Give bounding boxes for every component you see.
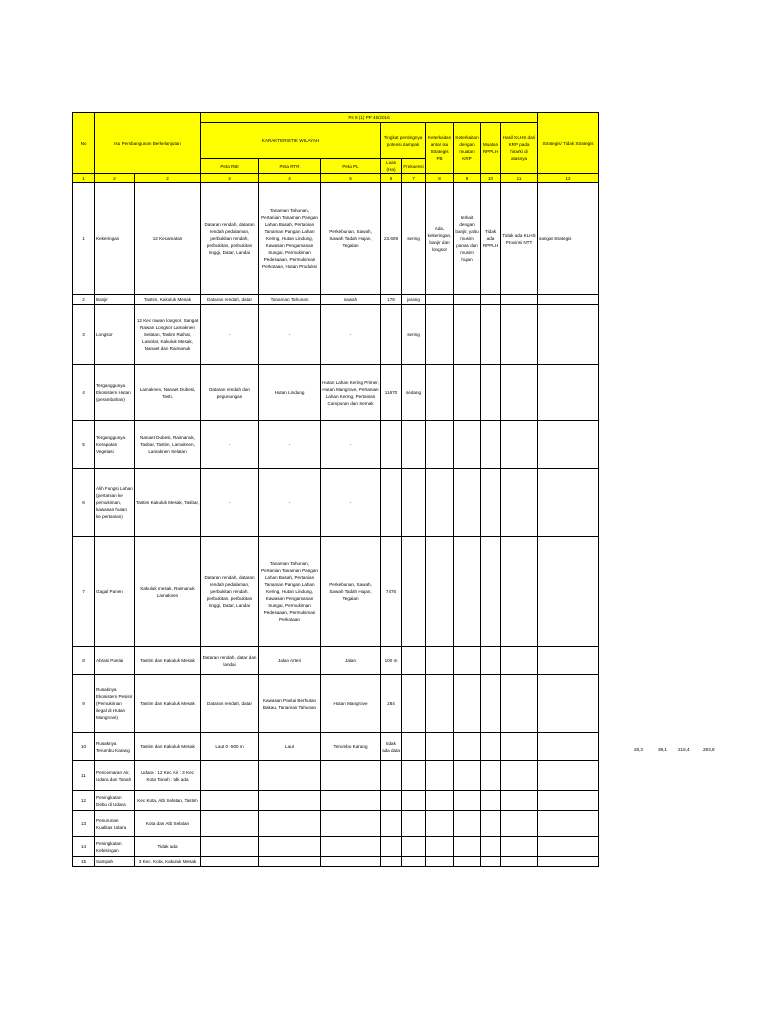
strategis-cell bbox=[538, 761, 599, 791]
luas-cell: 7476 bbox=[381, 537, 402, 647]
hasil-cell bbox=[501, 811, 538, 837]
table-row bbox=[73, 469, 599, 537]
strategis-cell bbox=[538, 733, 599, 761]
luas-cell bbox=[381, 791, 402, 811]
peta-pl-cell: Jalan bbox=[321, 647, 381, 675]
header-tingkat: Tingkat pentingnya potensi dampak bbox=[381, 123, 426, 159]
peta-rbi-cell: Dataran rendah, dataran rendah pedalaman, perbukitan rendah, perbukitan, perbukitan tinggi, Datar, Landai bbox=[201, 183, 259, 295]
isu-cell: Abrasi Pantai bbox=[95, 647, 135, 675]
isu-cell: Longsor bbox=[95, 305, 135, 365]
row-number: 8 bbox=[73, 647, 95, 675]
col-number: 6 bbox=[381, 174, 402, 183]
hasil-cell bbox=[501, 305, 538, 365]
isu-cell: Peningkatan Kebisingan bbox=[95, 837, 135, 857]
header-frekuensi: Frekuensi bbox=[402, 159, 426, 174]
row-number: 11 bbox=[73, 761, 95, 791]
isu-cell: Sampah bbox=[95, 857, 135, 867]
muatan-cell bbox=[481, 305, 501, 365]
muatan-cell bbox=[481, 365, 501, 421]
isu-cell: Rusaknya Ekosistem Pesisir (Pemukiman ilegal di Hutan Mangrove) bbox=[95, 675, 135, 733]
hasil-cell bbox=[501, 791, 538, 811]
muatan-cell bbox=[481, 791, 501, 811]
peta-rtr-cell: Tanaman Tahunan bbox=[259, 295, 321, 305]
luas-cell bbox=[381, 837, 402, 857]
col-number: 4 bbox=[259, 174, 321, 183]
header-no: No bbox=[73, 113, 95, 174]
muatan-cell bbox=[481, 295, 501, 305]
lokasi-cell: Tastim, Kakuluk Mesak bbox=[135, 295, 201, 305]
keterkaitan-krp-cell bbox=[454, 647, 481, 675]
frekuensi-cell bbox=[402, 537, 426, 647]
hasil-cell bbox=[501, 295, 538, 305]
peta-pl-cell bbox=[321, 791, 381, 811]
peta-pl-cell: Terumbu Karang bbox=[321, 733, 381, 761]
frekuensi-cell: sedang bbox=[402, 365, 426, 421]
col-number: 7 bbox=[402, 174, 426, 183]
muatan-cell bbox=[481, 537, 501, 647]
table-row bbox=[73, 857, 599, 867]
col-number: 5 bbox=[321, 174, 381, 183]
peta-rbi-cell: Dataran rendah, datar bbox=[201, 295, 259, 305]
peta-rbi-cell bbox=[201, 811, 259, 837]
row-number: 3 bbox=[73, 305, 95, 365]
keterkaitan-isu-cell bbox=[426, 761, 454, 791]
keterkaitan-isu-cell bbox=[426, 305, 454, 365]
isu-cell: Pencemaran Air, Udara dan Tanah bbox=[95, 761, 135, 791]
keterkaitan-isu-cell bbox=[426, 857, 454, 867]
row-number: 2 bbox=[73, 295, 95, 305]
peta-rtr-cell bbox=[259, 857, 321, 867]
peta-rbi-cell: Dataran rendah, dataran rendah pedalaman, perbukitan rendah, perbukitan, perbukitan tinggi, Datar, Landai bbox=[201, 537, 259, 647]
strategis-cell bbox=[538, 305, 599, 365]
hasil-cell bbox=[501, 837, 538, 857]
muatan-cell bbox=[481, 733, 501, 761]
frekuensi-cell: sering bbox=[402, 183, 426, 295]
strategis-cell bbox=[538, 675, 599, 733]
peta-pl-cell: Hutan Lahan Kering Primer, Hutan Mangrove, Pertanian Lahan Kering, Pertanian Campuran dan Semak bbox=[321, 365, 381, 421]
stray-value: 39,1 bbox=[658, 747, 667, 752]
muatan-cell: Tidak ada RPPLH bbox=[481, 183, 501, 295]
strategis-cell: sangat strategis bbox=[538, 183, 599, 295]
hasil-cell bbox=[501, 365, 538, 421]
row-number: 9 bbox=[73, 675, 95, 733]
frekuensi-cell bbox=[402, 469, 426, 537]
frekuensi-cell bbox=[402, 837, 426, 857]
muatan-cell bbox=[481, 811, 501, 837]
isu-cell: Alih Fungsi Lahan (pertanian ke pemukiman, kawasan hutan ke pertanian) bbox=[95, 469, 135, 537]
peta-pl-cell bbox=[321, 811, 381, 837]
keterkaitan-krp-cell bbox=[454, 857, 481, 867]
muatan-cell bbox=[481, 857, 501, 867]
keterkaitan-isu-cell bbox=[426, 537, 454, 647]
strategis-cell bbox=[538, 469, 599, 537]
frekuensi-cell bbox=[402, 791, 426, 811]
table-row bbox=[73, 733, 599, 761]
lokasi-cell: Tastim dan Kakuluk Mesak bbox=[135, 675, 201, 733]
keterkaitan-isu-cell bbox=[426, 837, 454, 857]
luas-cell bbox=[381, 857, 402, 867]
header-strategis: Strategis/ Tidak Strategis bbox=[538, 113, 599, 174]
peta-rbi-cell: Dataran rendah dan pegunungan bbox=[201, 365, 259, 421]
isu-cell: Peningkatan Debu di Udara bbox=[95, 791, 135, 811]
header-peta-pl: Peta PL bbox=[321, 159, 381, 174]
peta-pl-cell bbox=[321, 837, 381, 857]
table-row bbox=[73, 761, 599, 791]
lokasi-cell: 12 Kec rawan longsor. Sangat Rawan Longsor Lamaknen Selatan, Tastim Raihat, Lasiolat, Kakuluk Mesak, Nanaet dan Raimanuk bbox=[135, 305, 201, 365]
table-row bbox=[73, 837, 599, 857]
keterkaitan-krp-cell bbox=[454, 295, 481, 305]
hasil-cell bbox=[501, 421, 538, 469]
keterkaitan-isu-cell: Ada, kekeringan, banjir dan longsor bbox=[426, 183, 454, 295]
luas-cell: 11670 bbox=[381, 365, 402, 421]
strategis-cell bbox=[538, 837, 599, 857]
peta-rbi-cell: - bbox=[201, 469, 259, 537]
muatan-cell bbox=[481, 675, 501, 733]
muatan-cell bbox=[481, 837, 501, 857]
row-number: 12 bbox=[73, 791, 95, 811]
peta-rtr-cell bbox=[259, 791, 321, 811]
peta-rbi-cell: Dataran rendah, datar bbox=[201, 675, 259, 733]
isu-pembangunan-table bbox=[72, 112, 599, 867]
peta-rbi-cell bbox=[201, 837, 259, 857]
hasil-cell bbox=[501, 469, 538, 537]
header-isu: Isu Pembangunan Berkelanjutan bbox=[95, 113, 201, 174]
table-row bbox=[73, 647, 599, 675]
table-row bbox=[73, 295, 599, 305]
hasil-cell: Tidak ada KLHS Provinsi NTT bbox=[501, 183, 538, 295]
frekuensi-cell: jarang bbox=[402, 295, 426, 305]
peta-pl-cell: Perkebunan, Sawah, Sawah Tadah Hujan, Tegalan bbox=[321, 537, 381, 647]
lokasi-cell: Kakuluk mesak, Raimanuk Lamaknen bbox=[135, 537, 201, 647]
header-karakteristik: KARAKTERISTIK WILAYAH bbox=[201, 123, 381, 159]
peta-pl-cell: Hutan Mangrove bbox=[321, 675, 381, 733]
isu-cell: Terganggunya Ekosistem Hutan (perambahan) bbox=[95, 365, 135, 421]
keterkaitan-isu-cell bbox=[426, 647, 454, 675]
peta-rbi-cell: Laut 0 -500 m bbox=[201, 733, 259, 761]
lokasi-cell: Nanaet Dubesi, Raimanuk, Tasbar, Tastim, Lamaknen, Lamaknen Selatan bbox=[135, 421, 201, 469]
header-luas: Luas (Ha) bbox=[381, 159, 402, 174]
isu-cell: Rusaknya Terumbu Karang bbox=[95, 733, 135, 761]
peta-rtr-cell: Tanaman Tahunan, Pertanian Tanaman Pangan Lahan Basah, Pertanian Tanaman Pangan Lahan Kering, Hutan Lindung, Kawasan Pengamanan Sungai, Permukiman Pedesaaan, Permukiman Perkotaan, Hutan Produksi bbox=[259, 183, 321, 295]
isu-cell: Penurunan Kualitas Udara bbox=[95, 811, 135, 837]
col-number: 2 bbox=[95, 174, 135, 183]
stray-value: 283,8 bbox=[703, 747, 715, 752]
col-number: 1 bbox=[73, 174, 95, 183]
lokasi-cell: Lamaknen, Nanaet Dubesi, Tasti, bbox=[135, 365, 201, 421]
lokasi-cell: Tastim dan Kakuluk Mesak bbox=[135, 647, 201, 675]
peta-rtr-cell bbox=[259, 761, 321, 791]
row-number: 4 bbox=[73, 365, 95, 421]
muatan-cell bbox=[481, 647, 501, 675]
keterkaitan-krp-cell bbox=[454, 837, 481, 857]
stray-value: 28,3 bbox=[634, 747, 643, 752]
peta-rtr-cell bbox=[259, 811, 321, 837]
lokasi-cell: Tastim Kakuluk Mesak, Tasbar, bbox=[135, 469, 201, 537]
peta-rbi-cell bbox=[201, 791, 259, 811]
luas-cell: 23.609 bbox=[381, 183, 402, 295]
row-number: 15 bbox=[73, 857, 95, 867]
strategis-cell bbox=[538, 811, 599, 837]
peta-rtr-cell: Kawasan Pantai Berhutan Bakau, Tanaman Tahunan bbox=[259, 675, 321, 733]
frekuensi-cell: sering bbox=[402, 305, 426, 365]
isu-cell: Gagal Panen bbox=[95, 537, 135, 647]
peta-pl-cell: - bbox=[321, 469, 381, 537]
keterkaitan-krp-cell bbox=[454, 421, 481, 469]
peta-rbi-cell: - bbox=[201, 421, 259, 469]
header-keterkaitan-krp: Keterkaitan dengan muatan KRP bbox=[454, 123, 481, 174]
peta-rbi-cell: Dataran rendah, datar dan landai bbox=[201, 647, 259, 675]
strategis-cell bbox=[538, 421, 599, 469]
luas-cell bbox=[381, 421, 402, 469]
row-number: 5 bbox=[73, 421, 95, 469]
peta-rtr-cell: - bbox=[259, 421, 321, 469]
strategis-cell bbox=[538, 791, 599, 811]
strategis-cell bbox=[538, 295, 599, 305]
peta-pl-cell: - bbox=[321, 305, 381, 365]
keterkaitan-isu-cell bbox=[426, 295, 454, 305]
frekuensi-cell bbox=[402, 733, 426, 761]
header-keterkaitan-isu: Keterkaitan antar isu Strategis PB bbox=[426, 123, 454, 174]
col-number: 8 bbox=[426, 174, 454, 183]
peta-rtr-cell: Jalan Arteri bbox=[259, 647, 321, 675]
col-number: 10 bbox=[481, 174, 501, 183]
muatan-cell bbox=[481, 469, 501, 537]
lokasi-cell: 3 Kec. Kota, Kakuluk Mesak bbox=[135, 857, 201, 867]
hasil-cell bbox=[501, 857, 538, 867]
hasil-cell bbox=[501, 647, 538, 675]
keterkaitan-isu-cell bbox=[426, 469, 454, 537]
table-row bbox=[73, 365, 599, 421]
table-row bbox=[73, 183, 599, 295]
luas-cell: 179 bbox=[381, 295, 402, 305]
muatan-cell bbox=[481, 421, 501, 469]
luas-cell bbox=[381, 305, 402, 365]
keterkaitan-krp-cell: terkait dengan banjir, yaitu musim panas dan musim hujan bbox=[454, 183, 481, 295]
peta-rtr-cell: Tanaman Tahunan, Pertanian Tanaman Pangan Lahan Basah, Pertanian Tanaman Pangan Lahan Kering, Hutan Lindung, Kawasan Pengamanan Sungai, Permukiman Pedesaaan, Permukiman Perkotaan bbox=[259, 537, 321, 647]
peta-pl-cell: - bbox=[321, 421, 381, 469]
isu-cell: Kekeringan bbox=[95, 183, 135, 295]
peta-rtr-cell: Laut bbox=[259, 733, 321, 761]
keterkaitan-krp-cell bbox=[454, 537, 481, 647]
table-row bbox=[73, 675, 599, 733]
luas-cell bbox=[381, 469, 402, 537]
frekuensi-cell bbox=[402, 675, 426, 733]
row-number: 13 bbox=[73, 811, 95, 837]
lokasi-cell: Tastim dan Kakuluk Mesak bbox=[135, 733, 201, 761]
peta-rbi-cell bbox=[201, 857, 259, 867]
lokasi-cell: Udara : 12 Kec Air : 3 Kec Kota Tanah : tdk ada bbox=[135, 761, 201, 791]
luas-cell bbox=[381, 761, 402, 791]
table-row bbox=[73, 305, 599, 365]
hasil-cell bbox=[501, 675, 538, 733]
keterkaitan-isu-cell bbox=[426, 733, 454, 761]
keterkaitan-krp-cell bbox=[454, 305, 481, 365]
peta-pl-cell bbox=[321, 857, 381, 867]
col-number: 2 bbox=[135, 174, 201, 183]
peta-rtr-cell: - bbox=[259, 305, 321, 365]
table-row bbox=[73, 537, 599, 647]
keterkaitan-isu-cell bbox=[426, 811, 454, 837]
keterkaitan-krp-cell bbox=[454, 733, 481, 761]
strategis-cell bbox=[538, 365, 599, 421]
keterkaitan-isu-cell bbox=[426, 675, 454, 733]
stray-value: 216,4 bbox=[678, 747, 690, 752]
lokasi-cell: Kec Kota, Atb Selatan, Tastim bbox=[135, 791, 201, 811]
peta-rbi-cell: - bbox=[201, 305, 259, 365]
peta-rbi-cell bbox=[201, 761, 259, 791]
luas-cell: 100 m bbox=[381, 647, 402, 675]
isu-cell: Terganggunya Kerapatan Vegetasi bbox=[95, 421, 135, 469]
lokasi-cell: 12 Kecamatan bbox=[135, 183, 201, 295]
peta-pl-cell: Perkebunan, Sawah, Sawah Tadah Hujan, Tegalan bbox=[321, 183, 381, 295]
frekuensi-cell bbox=[402, 857, 426, 867]
muatan-cell bbox=[481, 761, 501, 791]
luas-cell: 284 bbox=[381, 675, 402, 733]
col-number: 11 bbox=[501, 174, 538, 183]
keterkaitan-krp-cell bbox=[454, 675, 481, 733]
table-row bbox=[73, 791, 599, 811]
lokasi-cell: Kota dan Atb Selatan bbox=[135, 811, 201, 837]
strategis-cell bbox=[538, 647, 599, 675]
peta-rtr-cell bbox=[259, 837, 321, 857]
table-row bbox=[73, 421, 599, 469]
row-number: 6 bbox=[73, 469, 95, 537]
header-muatan: Muatan RPPLH bbox=[481, 123, 501, 174]
keterkaitan-krp-cell bbox=[454, 469, 481, 537]
strategis-cell bbox=[538, 537, 599, 647]
frekuensi-cell bbox=[402, 761, 426, 791]
keterkaitan-isu-cell bbox=[426, 421, 454, 469]
row-number: 1 bbox=[73, 183, 95, 295]
col-number: 12 bbox=[538, 174, 599, 183]
keterkaitan-krp-cell bbox=[454, 761, 481, 791]
hasil-cell bbox=[501, 733, 538, 761]
luas-cell bbox=[381, 811, 402, 837]
frekuensi-cell bbox=[402, 647, 426, 675]
peta-pl-cell bbox=[321, 761, 381, 791]
keterkaitan-krp-cell bbox=[454, 365, 481, 421]
peta-rtr-cell: Hutan Lindung bbox=[259, 365, 321, 421]
col-number: 3 bbox=[201, 174, 259, 183]
keterkaitan-krp-cell bbox=[454, 791, 481, 811]
keterkaitan-isu-cell bbox=[426, 791, 454, 811]
row-number: 10 bbox=[73, 733, 95, 761]
keterkaitan-isu-cell bbox=[426, 365, 454, 421]
header-peta-rbi: Peta RBI bbox=[201, 159, 259, 174]
frekuensi-cell bbox=[402, 421, 426, 469]
hasil-cell bbox=[501, 761, 538, 791]
lokasi-cell: Tidak ada bbox=[135, 837, 201, 857]
peta-pl-cell: sawah bbox=[321, 295, 381, 305]
isu-cell: Banjir bbox=[95, 295, 135, 305]
frekuensi-cell bbox=[402, 811, 426, 837]
header-hasil: Hasil KLHS dari KRP pada hirarki di atasnya bbox=[501, 123, 538, 174]
header-ps: Ps 9 (1) PP 46/2016 bbox=[201, 113, 538, 123]
col-number: 9 bbox=[454, 174, 481, 183]
row-number: 14 bbox=[73, 837, 95, 857]
peta-rtr-cell: - bbox=[259, 469, 321, 537]
strategis-cell bbox=[538, 857, 599, 867]
header-peta-rtr: Peta RTR bbox=[259, 159, 321, 174]
keterkaitan-krp-cell bbox=[454, 811, 481, 837]
luas-cell: tidak ada data bbox=[381, 733, 402, 761]
row-number: 7 bbox=[73, 537, 95, 647]
table-row bbox=[73, 811, 599, 837]
hasil-cell bbox=[501, 537, 538, 647]
